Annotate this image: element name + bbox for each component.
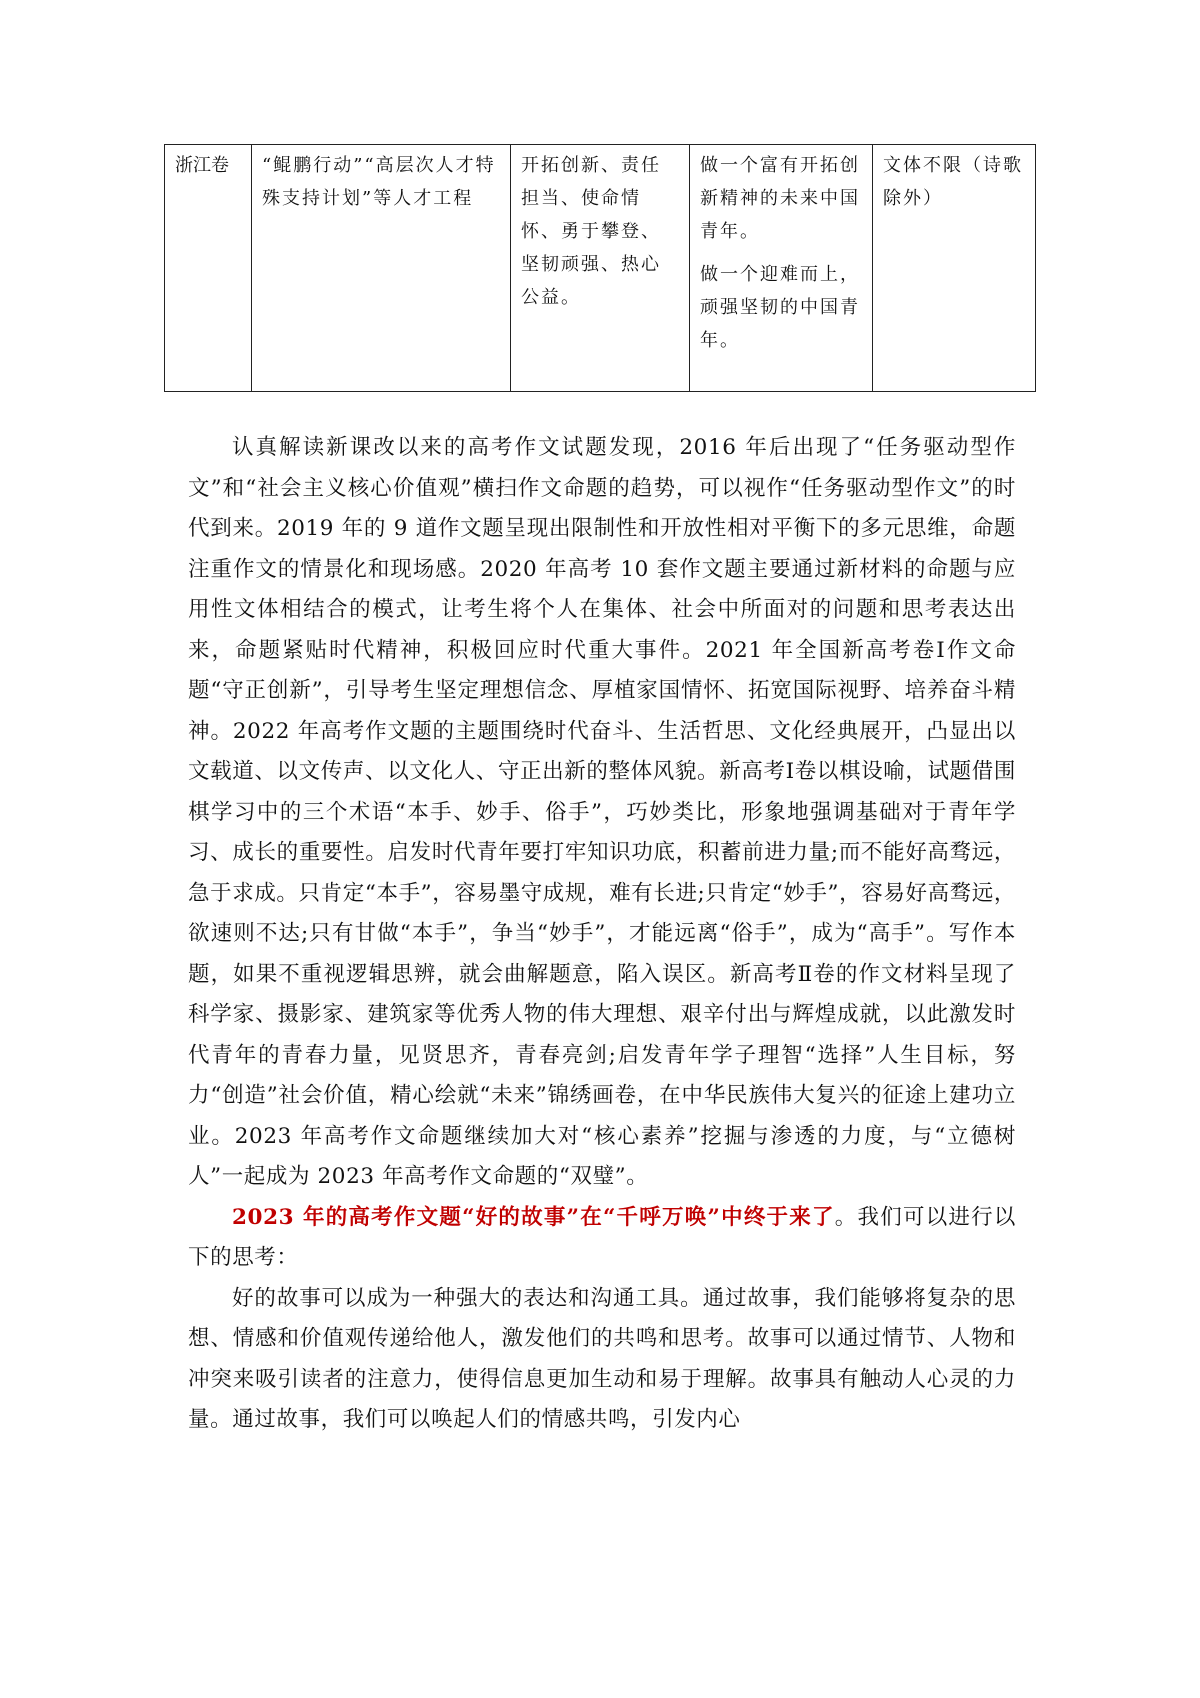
region-cell [165, 145, 252, 392]
paragraph-2-rest: 。我们可以进行以下的思考： [188, 1204, 1016, 1270]
paragraph-2 [188, 1198, 1016, 1279]
exam-topic-table [164, 144, 1036, 392]
highlighted-title: 2023 年的高考作文题“好的故事”在“千呼万唤”中终于来了 [232, 1204, 835, 1230]
paragraph-3: 好的故事可以成为一种强大的表达和沟通工具。通过故事，我们能够将复杂的思想、情感和价值观传递给他人，激发他们的共鸣和思考。故事可以通过情节、人物和冲突来吸引读者的注意力，使得信息更加生动和易于理解。故事具有触动人心灵的力量。通过故事，我们可以唤起人们的情感共鸣，引发内心 [188, 1285, 1016, 1432]
paragraph-1: 认真解读新课改以来的高考作文试题发现，2016 年后出现了“任务驱动型作文”和“社会主义核心价值观”横扫作文命题的趋势，可以视作“任务驱动型作文”的时代到来。2019 年的 9 道作文题呈现出限制性和开放性相对平衡下的多元思维，命题注重作文的情景化和现场感。2020 年高考 10 套作文题主要通过新材料的命题与应用性文体相结合的模式，让考生将个人在集体、社会中所面对的问题和思考表达出来，命题紧贴时代精神，积极回应时代重大事件。2021 年全国新高考卷Ⅰ作文命题“守正创新”，引导考生坚定理想信念、厚植家国情怀、拓宽国际视野、培养奋斗精神。2022 年高考作文题的主题围绕时代奋斗、生活哲思、文化经典展开，凸显出以文载道、以文传声、以文化人、守正出新的整体风貌。新高考Ⅰ卷以棋设喻，试题借围棋学习中的三个术语“本手、妙手、俗手”，巧妙类比，形象地强调基础对于青年学习、成长的重要性。启发时代青年要打牢知识功底，积蓄前进力量;而不能好高骛远，急于求成。只肯定“本手”，容易墨守成规，难有长进;只肯定“妙手”，容易好高骛远，欲速则不达;只有甘做“本手”，争当“妙手”，才能远离“俗手”，成为“高手”。写作本题，如果不重视逻辑思辨，就会曲解题意，陷入误区。新高考Ⅱ卷的作文材料呈现了科学家、摄影家、建筑家等优秀人物的伟大理想、艰辛付出与辉煌成就，以此激发时代青年的青春力量，见贤思齐，青春亮剑;启发青年学子理智“选择”人生目标，努力“创造”社会价值，精心绘就“未来”锦绣画卷，在中华民族伟大复兴的征途上建功立业。2023 年高考作文命题继续加大对“核心素养”挖掘与渗透的力度，与“立德树人”一起成为 2023 年高考作文命题的“双璧”。 [188, 435, 1016, 1189]
region-text: 浙江卷 [175, 155, 229, 176]
values-text: 开拓创新、责任担当、使命情怀、勇于攀登、坚韧顽强、热心公益。 [521, 155, 661, 308]
topic-cell [690, 145, 873, 392]
body-text [188, 428, 1016, 1441]
topic-line-2: 做一个迎难而上，顽强坚韧的中国青年。 [700, 264, 860, 351]
material-text: “鲲鹏行动”“高层次人才特殊支持计划”等人才工程 [262, 155, 496, 209]
style-text: 文体不限（诗歌除外） [883, 155, 1023, 209]
values-cell [511, 145, 690, 392]
material-cell [252, 145, 511, 392]
topic-line-1: 做一个富有开拓创新精神的未来中国青年。 [700, 155, 860, 242]
table-row [165, 145, 1036, 392]
style-cell [873, 145, 1036, 392]
